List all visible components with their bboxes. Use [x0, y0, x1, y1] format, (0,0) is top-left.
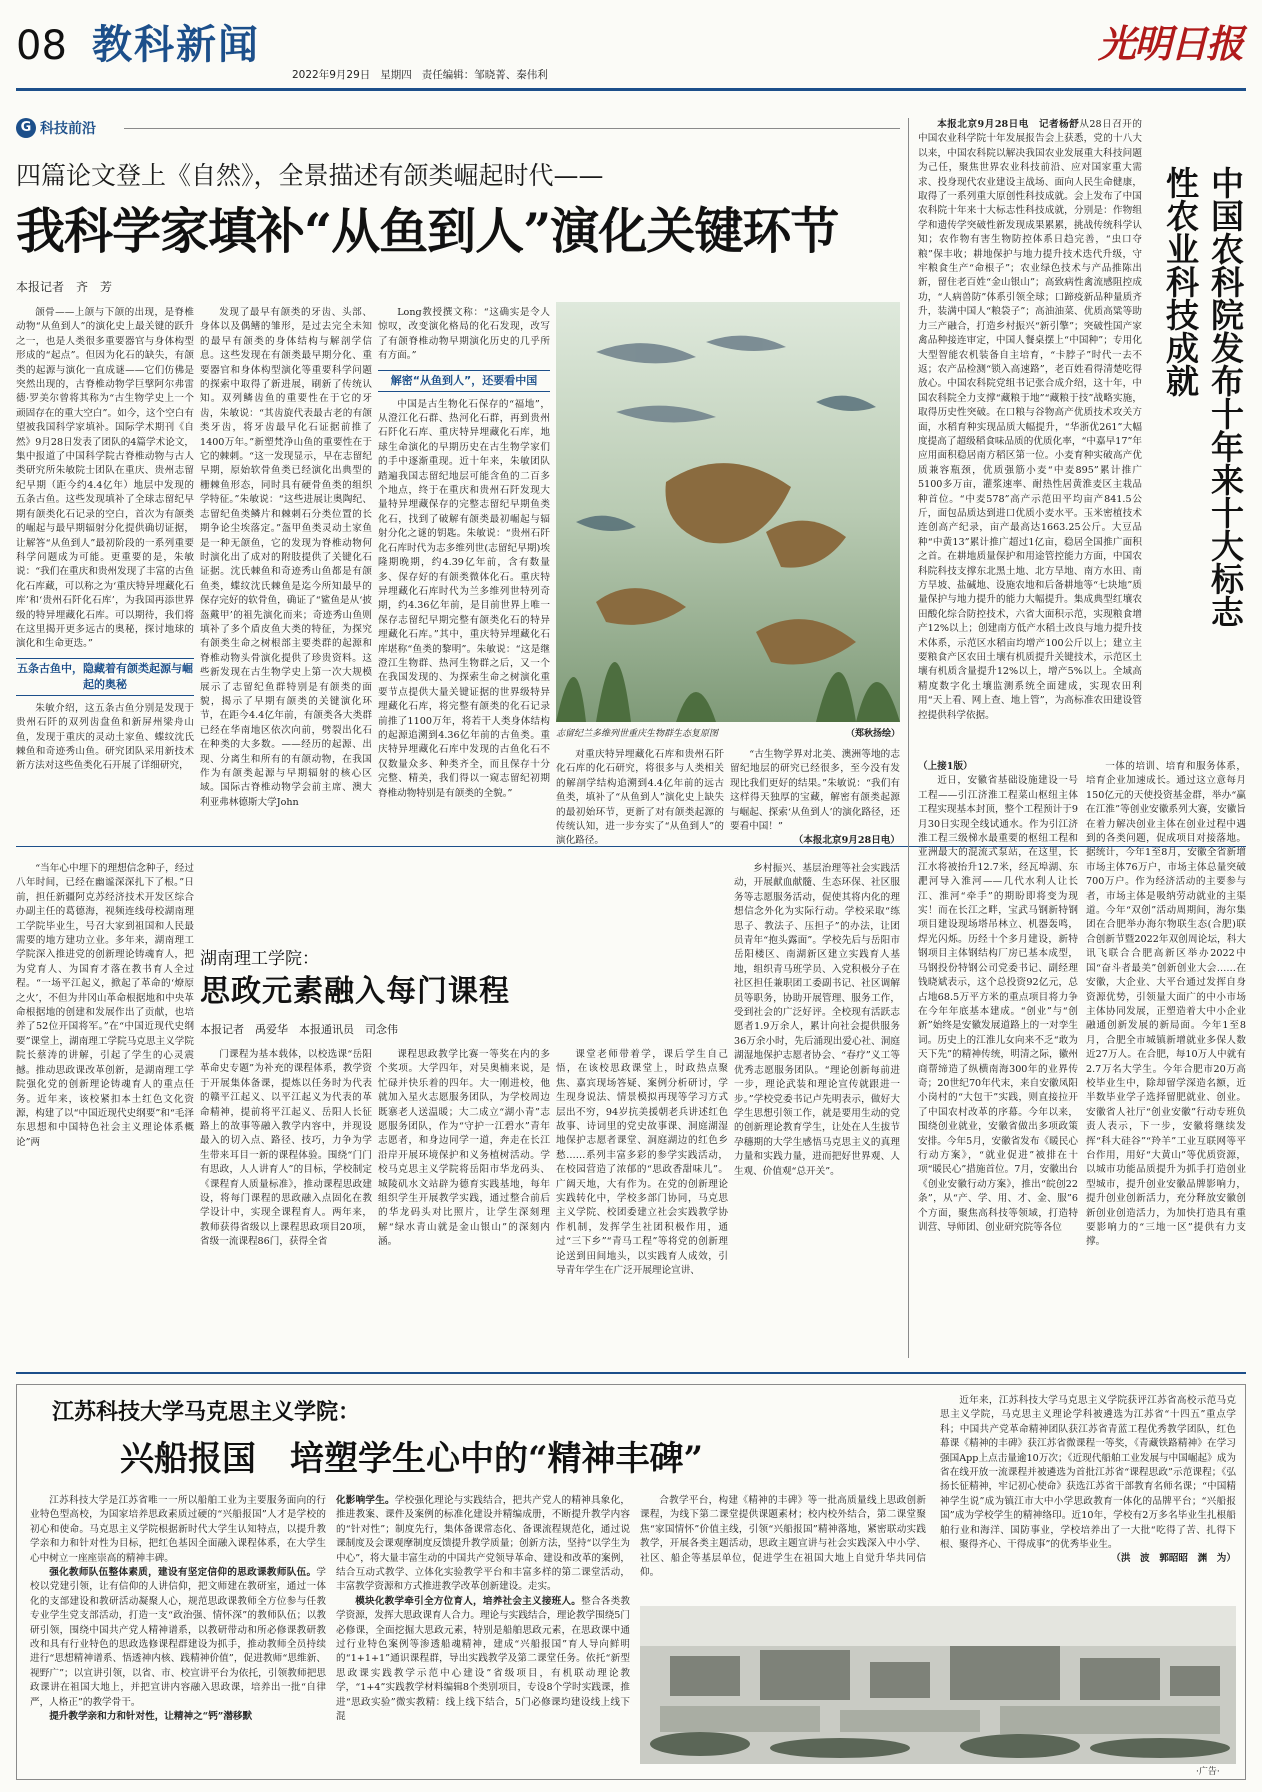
article1-col5: “古生物学界对北美、澳洲等地的志留纪地层的研究已经很多，至今没有发现比我们更好的结果。”朱敏说：“我们有这样得天独厚的宝藏，解密有颌类起源与崛起、探索‘从鱼到人’的演化路径，还要看中国！” （本报北京9月28日电） [730, 748, 900, 840]
g-logo-icon: G [16, 118, 36, 138]
masthead-meta [292, 68, 548, 82]
masthead-rule [16, 88, 1246, 91]
article3-col5: 乡村振兴、基层治理等社会实践活动，开展献血献髓、生态环保、社区服务等志愿服务活动，促使其将内化的理想信念外化为实际行动。学校采取“练思子、教法子、压担子”的办法，让团员青年“抱头露面”。学校先后与岳阳市岳阳楼区、南湖新区建立实践育人基地，组织青马班学员、入党积极分子在社区担任兼职团工委副书记、社区调解员等职务，协助开展管理、服务工作，受到社会的广泛好评。全校现有活跃志愿者1.9万余人，累计向社会提供服务36万余小时，先后涌现出爱心社、洞庭湖湿地保护志愿者协会、“春疗”义工等优秀志愿服务团队。“理论创新每前进一步，理论武装和理论宣传就跟进一步。”学校党委书记卢先明表示，做好大学生思想引领工作，就是要用生动的党的创新理论教育学生，让处在人生拔节孕穗期的大学生感悟马克思主义的真理力量和实践力量，进而把好世界观、人生观、价值观“总开关”。 [734, 863, 900, 1177]
column-label-rule [124, 128, 900, 129]
article1-headline: 我科学家填补“从鱼到人”演化关键环节 [16, 202, 839, 260]
article1-col4: 对重庆特异埋藏化石库和贵州石阡化石库的化石研究，将很多与人类相关的解剖学结构追溯到4.4亿年前的远古鱼类，填补了“从鱼到人”演化史上缺失的最初始环节，更新了对有颌类起源的传统认知，进一步夯实了“从鱼到人”的演化路径。 [556, 749, 724, 847]
paper-logo: 光明日报 [1098, 21, 1243, 66]
continuation-label: （上接1版） [918, 761, 973, 772]
article1-col3: Long教授撰文称：“这确实是令人惊叹，改变演化格局的化石发现，改写了有颌脊椎动物早期演化历史的几乎所有方面。” 解密“从鱼到人”，还要看中国 中国是古生物化石保存的“福地”，从澄江化石群、热河化石群，再到贵州石阡化石库、重庆特异埋藏化石库，地球生命演化的早期历史在古生物学家们的手中逐渐重现。近十年来，朱敏团队踏遍我国志留纪地层可能含鱼的二百多个地点，终于在重庆和贵州石阡发现大量特异埋藏保存的完整志留纪早期鱼类化石，找到了破解有颌类最初崛起与辐射分化之谜的钥匙。朱敏说：“贵州石阡化石库时代为志多维列世(志留纪早期)埃隆期晚期，约4.39亿年前，含有数量多、保存好的有颌类微体化石。重庆特异埋藏化石库时代为兰多维列世特列奇期，约4.36亿年前，是目前世界上唯一保存志留纪早期完整有颌类化石的特异埋藏化石库。”其中，重庆特异埋藏化石库堪称“鱼类的黎明”。朱敏说：“这是继澄江生物群、热河生物群之后，又一个在我国发现的、为探索生命之树演化重要节点提供大量关键证据的世界级特异埋藏化石库，将完整有颌类的化石记录前推了1100万年，将若干人类身体结构的起源追溯到4.36亿年前的古鱼类。重庆特异埋藏化石库中发现的古鱼化石不仅数量众多、种类齐全，而且保存十分完整、精美，我们得以一窥志留纪初期脊椎动物特别是有颌类的全貌。” [378, 307, 550, 799]
continuation-col1: （上接1版） 近日，安徽省基础设施建设一号工程——引江济淮工程菜山枢纽主体工程实现基本封顶，整个工程预计于9月30日实现全线试通水。作为引江济淮工程三级梯水最重要的枢纽工程和亚洲最大的混流式泵站，在这里，长江水将被抬升12.7米，经瓦埠湖、东淝河导入淮河——几代水利人让长江、淮河“牵手”的期盼即将变为现实！而在长江之畔，宝武马钢新特钢项目建设现场塔吊林立、机器轰鸣，焊光闪烁。历经十个多月建设，新特钢项目主体钢结构厂房已基本成型，马钢投份特钢公司党委书记、副经理钱晓斌表示，这个总投资92亿元，总占地68.5万平方米的重点项目将力争在今年年底基本建成。“创业”与“创新”始终是安徽发展道路上的一对孪生词。历史上的江淮儿女向来不乏“敢为天下先”的精神传统，明清之际，徽州商帮缔造了纵横南海300年的业界传奇；20世纪70年代末，来自安徽凤阳小岗村的“大包干”实践，则直接拉开了中国农村改革的序幕。今年以来，围绕创业就业，安徽省做出多项政策安排。今年5月，安徽省发布《暖民心行动方案》，“就业促进”被排在十项“暖民心”措施首位。7月，安徽出台《创业安徽行动方案》，推出“皖创22条”，从“产、学、用、才、金、服”6个方面，聚焦高科技等领域，打造特训营、导师团、创业研究院等各位 [918, 761, 1078, 1233]
reconstruction-image [556, 302, 900, 722]
article2-lead: 本报北京9月28日电 记者杨舒 [937, 119, 1080, 130]
issue-date: 2022年9月29日 [292, 69, 371, 81]
article4-headline: 兴船报国 培塑学生心中的“精神丰碑” [120, 1439, 704, 1479]
article4-col3: 合教学平台，构建《精神的丰碑》等一批高质量线上思政创新课程，为线下第二课堂提供课题素材；校内校外结合，第二课堂聚焦“家国情怀”价值主线，引领“兴船报国”精神落地，紧密联动实践教学，开展各类主题活动，思政主题宣讲与社会实践深入中小学、社区、船企等基层单位，促进学生在祖国大地上自觉升华共同信仰。 [640, 1495, 926, 1579]
article3-byline: 本报记者 禹爱华 本报通讯员 司念伟 [200, 1023, 398, 1036]
article4-col1: 江苏科技大学是江苏省唯一一所以船舶工业为主要服务面向的行业特色型高校，为国家培养思政素质过硬的“兴船报国”人才是学校的初心和使命。马克思主义学院根据新时代大学生认知特点，以提升教学亲和力和针对性为目标，把红色基因全面融入课程体系，在大学生心中树立一座座崇高的精神丰碑。 强化教师队伍整体素质，建设有坚定信仰的思政课教师队伍。学校以党建引领，让有信仰的人讲信仰，把文师建在教研室，通过一体化的支部建设和教研活动凝聚人心，规范思政课教师全方位参与任教专业学生党支部活动，打造一支“政治强、情怀深”的教师队伍；以教研引领，围绕中国共产党人精神谱系，以教研带动和所必修课教研教改和具有行业特色的思政选修课程群建设为抓手，推动教师全员持续进行“思想精神谱系、悟透神内核、践精神价值”，促进教师“思维新、视野广”；以宣讲引领，以省、市、校宣讲平台为依托，引领教师把思政课讲在祖国大地上，并把宣讲内容融入思政课，培养出一批“自律严，人格正”的教学骨干。 提升教学亲和力和针对性，让精神之“钙”潜移默 [30, 1495, 326, 1723]
column-label: G 科技前沿 [16, 118, 96, 138]
article3-col4: 课堂老师带着学，课后学生自己悟，在该校思政课堂上，时政热点聚焦、嘉宾现场答疑、案例分析研讨，学生现身说法、情景模拟再现等学习方式层出不穷，94岁抗美援朝老兵讲述红色故事、诗词里的党史故事课、洞庭湖湿地保护志愿者课堂、洞庭湖边的红色乡愁……系列丰富多彩的参学实践活动，在校园营造了浓郁的“思政香甜味儿”。广阔天地，大有作为。在党的创新理论实践转化中，学校多部门协同，马克思主义学院、校团委建立社会实践教学协作机制，发挥学生社团积极作用，通过“三下乡”“青马工程”等将党的创新理论送到田间地头，以实践育人成效，引导青年学生在广泛开展理论宣讲、 [556, 1049, 728, 1277]
article4-org: 江苏科技大学马克思主义学院： [52, 1400, 361, 1425]
article4-col4: 近年来，江苏科技大学马克思主义学院获评江苏省高校示范马克思主义学院，马克思主义理论学科被遴选为江苏省“十四五”重点学科；中国共产党革命精神团队获江苏省青蓝工程优秀教学团队，红色幕课《精神的丰碑》获江苏省微课程一等奖，《青藏铁路精神》在学习强国App上点击量逾10万次；《近现代船舶工业发展与中国崛起》成为省在线开放一流课程并被遴选为首批江苏省“课程思政”示范课程；《弘扬长征精神，牢记初心使命》获选江苏省干部教育名师名课；“中国精神学生说”成为镇江市大中小学思政教育一体化的品牌平台；“兴船报国”成为学校学生的精神络印。近10年，学校有2万多名毕业生扎根船舶行业和海洋、国防事业，学校培养出了一大批“吃得了苦、扎得下根、聚得齐心、干得成事”的优秀毕业生。 （洪 波 郭昭昭 渊 为） [940, 1394, 1236, 1604]
section-divider-2 [16, 1372, 1246, 1374]
article3-col1: “当年心中埋下的理想信念种子，经过八年时间，已经在幽谧深深扎下了根。”日前，担任新疆阿克苏经济技术开发区综合办副主任的葛德海，视频连线母校湖南理工学院毕业生，号召大家到祖国和人民最需要的地方建功立业。多年来，湖南理工学院深入推进党的创新理论铸魂育人，把为党育人、为国育才落在教书育人全过程。“一场平江起义，掀起了革命的‘燎原之火’，不但为井冈山革命根据地和中央革命根据地的创建和发展作出了贡献，也培养了52位开国将军。”在“中国近现代史纲要”课堂上，湖南理工学院马克思主义学院院长蔡涛的讲解，引起了学生的心灵震撼。推动思政课改革创新，是湖南理工学院强化党的创新理论铸魂育人的重点任务。近年来，该校紧扣本土红色文化资源，构建了以“中国近现代史纲要”和“毛泽东思想和中国特色社会主义理论体系概论”两 [16, 863, 194, 1148]
ad-label: ·广告· [1196, 1767, 1220, 1777]
article3-col3: 课程思政教学比赛一等奖在内的多个奖项。大学四年，对吴奥楠来说，是忙碌并快乐着的四年。大一刚进校，他就加入星火志愿服务团队，为学校周边既寨老人送温暖；大二成立“湖小青”志愿服务团队，作为“守护一江碧水”青年志愿者，和身边同学一道，奔走在长江沿岸开展环境保护和义务植树活动。学校马克思主义学院将岳阳市华龙码头、城陵矶水文站辟为德育实践基地，每年组织学生开展教学实践，通过整合前后的华龙码头对比照片，让学生深刻理解“绿水青山就是金山银山”的深刻内涵。 [378, 1049, 550, 1248]
article3-headline: 思政元素融入每门课程 [200, 974, 510, 1009]
article4-authors: （洪 波 郭昭昭 渊 为） [1111, 1553, 1236, 1565]
campus-aerial-image [640, 1606, 1236, 1764]
issue-weekday: 星期四 [380, 69, 412, 81]
article1-col1: 颌骨——上颌与下颌的出现，是脊椎动物“从鱼到人”的演化史上最关键的跃升之一，也是人类很多重要器官与身体构型形成的“起点”。但因为化石的缺失，有颌类的起源与演化一直成谜——它们仿佛是突然出现的，古脊椎动物学巨擘阿尔弗雷德·罗美尔曾将其称为“古生物学史上一个顽固存在的重大空白”。如今，这个空白有望被我国科学家填补。国际学术期刊《自然》9月28日发表了团队的4篇学术论文，集中报道了中国科学院古脊椎动物与古人类研究所朱敏院士团队在重庆、贵州志留纪早期（距今约4.4亿年）地层中发现的五条古鱼。这些发现填补了全球志留纪早期有颌类化石记录的空白，首次为有颌类的崛起与最早期辐射分化提供确切证据，让解答“从鱼到人”最初阶段的一系列重要科学问题成为可能。更重要的是，朱敏说：“我们在重庆和贵州发现了丰富的古鱼化石库藏，可以称之为‘重庆特异埋藏化石库’和‘贵州石阡化石库’，为我国再添世界级的特异埋藏化石库。可以期待，我们将在这里揭开更多远古的奥秘，探讨地球的演化和生命更迭。” 五条古鱼中，隐藏着有颌类起源与崛起的奥秘 朱敏介绍，这五条古鱼分别是发现于贵州石阡的双列齿盘鱼和新屏州梁舟山鱼，发现于重庆的灵动土家鱼、蝶纹沈氏棘鱼和奇迹秀山鱼。研究团队采用新技术新方法对这些鱼类化石开展了详细研究， [16, 307, 194, 772]
fossil-illustration [556, 302, 900, 722]
continuation-col2: 一体的培训、培育和服务体系，培育企业加速成长。通过这立意每月150亿元的天使投资基金群，举办“赢在江淮”等创业安徽系列大赛，安徽旨在着力解决创业主体在创业过程中遇到的各类问题，促成项目对接落地。据统计，今年1至8月，安徽全省新增市场主体76万户，市场主体总量突破700万户。作为经济活动的主要参与者，市场主体是吸纳劳动就业的主渠道。今年“双创”活动周期间，海尔集团在合肥举办海尔物联生态(合肥)联合创新节暨2022年双创周论坛，科大讯飞联合合肥高新区举办2022中国“奋斗者最美”创新创业大会……在安徽，大企业、大平台通过发挥自身资源优势，引领量大面广的中小市场主体协同发展，正塑造着大中小企业融通创新发展的新局面。今年1至8月，合肥全市城镇新增就业多保人数近27万人。在合肥，每10万人中就有2.7万名大学生。今年合肥市20万高校毕业生中，除却留学深造名额，近半数毕业学子选择留肥就业、创业。安徽省人社厅“创业安徽”行动专班负责人表示，下一步，安徽将继续发挥“科大硅谷”“羚羊”工业互联网等平台作用，用好“大黄山”等优质资源，以城市功能品质提升为抓手打造创业型城市，提升创业安徽品牌影响力，提升创业创新活力，充分释放安徽创新创业创造活力，为加快打造具有重要影响力的“三地一区”提供有力支撑。 [1086, 761, 1246, 1248]
article1-subhead2: 解密“从鱼到人”，还要看中国 [378, 370, 550, 392]
campus-photo [640, 1606, 1236, 1764]
page-number: 08 [16, 23, 67, 69]
article3-org: 湖南理工学院： [200, 949, 319, 969]
section-title: 教科新闻 [92, 22, 260, 68]
article2-body-top: 本报北京9月28日电 记者杨舒从28日召开的中国农业科学院十年发展报告会上获悉，党的十八大以来，中国农科院以解决我国农业发展重大科技问题为己任，聚焦世界农业科技前沿、应对国家重大需求、投身现代农业建设主战场、面向人民生命健康，取得了一系列重大原创性科技成就。会上发布了中国农科院十年来十大标志性科技成就，分别是：作物组学和遗传学突破性新发现成果累累，挑战传统科学认知；农作物有害生物防控体系日趋完善，“虫口夺粮”保丰收；耕地保护与地力提升技术迭代升级，守牢粮食生产“命根子”；农业绿色技术与产品推陈出新，留住老百姓“金山银山”；高致病性禽流感阻控成功，“人病兽防”体系引领全球；口蹄疫新品种量质齐升，装满中国人“粮袋子”；高油油菜、优质高粱等助力三产融合，打造乡村振兴“新引擎”；突破性国产家禽品种接连审定，中国人餐桌摆上“中国种”；专用化大型智能农机装备自主培育，“卡脖子”时代一去不返；农产品检测“锁入高速路”，老百姓看得清楚吃得放心。中国农科院党组书记张合成介绍，这十年，中国农科院全力支撑“藏粮于地”“藏粮于技”战略实施，取得历史性突破。在口粮与谷物高产优质技术攻关方面，水稻育种实现品质大幅提升，“华浙优261”大幅度提高了超级稻食味品质的优质化率，“中嘉早17”年应用面积稳居南方稻区第一位。小麦育种实破高产优质兼容瓶颈，优质强筋小麦“中麦895”累计推广5100多万亩，灌浆速率、耐热性居黄淮麦区主栽品种首位。“中麦578”高产示范田平均亩产841.5公斤，面包品质达到进口优质小麦水平。玉米密植技术连创高产纪录，亩产最高达1663.25公斤。大豆品种“中黄13”累计推广超过1亿亩，稳居全国推广面积之首。在耕地质量保护和用途管控能力方面，中国农科院科技支撑东北黑土地、北方旱地、南方水田、南方旱坡、盐碱地、设施农地和后备耕地等“七块地”质量保护与地力提升的能力大幅提升。集成典型红壤农田酸化综合防控技术，六省大面积示范，实现粮食增产12%以上；创建南方低产水稻土改良与地力提升技术体系，示范区水稻亩均增产100公斤以上；建立主要粮食产区农田土壤有机质提升关键技术，示范区土壤有机质含量提升12%以上，增产5%以上。全域高精度数字化土壤监测系统全面建成，实现农田利用“天上看、网上查、地上管”，为高标准农田建设管控提供科学依据。 [918, 119, 1142, 721]
article1-divider [908, 118, 909, 778]
article1-byline: 本报记者 齐 芳 [16, 280, 113, 294]
article3-col2: 门课程为基本载体，以校选课“岳阳革命史专题”为补充的课程体系，教学资于开展集体备课，提炼以任务时为代表的赣平江起义、以平江起义为代表的革命精神，提前将平江起义、岳阳人长征路上的故事等融入教学内容中，并现设最入的切入点、路径、技巧，力争为学生带来耳目一新的课程体验。围绕“门门有思政，人人讲育人”的目标，学校制定《课程育人质量标准》，推动课程思政建设，将每门课程的思政融入点固化在教学设计中，实现全课程育人。两年来，教师获得省级以上课程思政项目20项，省级一流课程86门，获得全省 [200, 1049, 372, 1248]
article1-kicker: 四篇论文登上《自然》，全景描述有颌类崛起时代—— [16, 161, 604, 190]
article1-dateline: （本报北京9月28日电） [793, 835, 900, 847]
article4-col2: 化影响学生。学校强化理论与实践结合，把共产党人的精神具象化，推进教案、课件及案例的标准化建设并精编成册，不断提升教学内容的“针对性”；制度先行，集体备课常态化、备课流程规范化，通过说课制度及会课观摩制度反馈提升教学质量；创新方法，坚持“以学生为中心”，将大量丰富生动的中国共产党领导革命、建设和改革的案例，结合互动式教学、立体化实验教学平台和丰富多样的第二课堂活动，丰富教学资源和方式推进教学改革创新建设。走实。 模块化教学牵引全方位育人，培养社会主义接班人。整合各类教学资源，发挥大思政课育人合力。理论与实践结合，理论教学围绕5门必修课，全面挖掘大思政元素，特别是船舶思政元素，在思政课中通过行业特色案例等渗透船魂精神，建成“兴船报国”育人导向鲜明的“1+1+1”通识课程群，导出实践教学及第二课堂任务。依托“新型思政课实践教学示范中心建设”省级项目，有机联动理论教学，“1+4”实践教学材料编辑8个类别项目，专设8个学时实践课，推进“思政实验”微实教精：线上线下结合，5门必修课均建设线上线下混 [336, 1495, 631, 1723]
article2-headline: 中国农科院发布十年来十大标志性农业科技成就 [1161, 166, 1245, 628]
article1-col2: 发现了最早有颌类的牙齿、头部、身体以及偶鳍的雏形，是过去完全未知的最早有颌类的身体结构与解剖学信息。这些发现在有颌类最早期分化、重要器官和身体构型演化等重要科学问题的探索中取得了新进展，刷新了传统认知。双列鳞齿鱼的重要性在于它的牙齿，朱敏说：“其齿旋代表最古老的有颌类牙齿，将牙齿最早化石证据前推了1400万年。”新塑梵净山鱼的重要性在于它的棘刺。“这一发现显示，早在志留纪早期，原始软骨鱼类已经演化出典型的栅棘鱼形态，同时具有硬骨鱼类的组织学特征。”朱敏说：“这些进展让奥陶纪、志留纪鱼类鳞片和棘刺石分类位置的长期争论尘埃落定。”盔甲鱼类灵动土家鱼是一种无颌鱼，它的发现为脊椎动物何时演化出了成对的附肢提供了关键化石证据。沈氏棘鱼和奇迹秀山鱼都是有颌鱼类，蝶纹沈氏棘鱼是迄今所知最早的保存完好的软骨鱼，确证了“鲨鱼是从‘披盔戴甲’的祖先演化而来；奇迹秀山鱼则填补了多个盾皮鱼大类的特征，为探究有颌类生命之树根部主要类群的起源和脊椎动物头骨演化提供了珍贵资料。这些新发现在古生物学史上第一次大规模展示了志留纪鱼群特别是有颌类的面貌，揭示了早期有颌类的关键演化环节，在距今4.4亿年前，有颌类各大类群已经在华南地区依次向前，劈裂出化石在种类的大多数。——经历的起源、出现、分离生和所有的有颌动物，在我国作为有颌类起源与早期辐射的核心区域。国际古脊椎动物学会前主席、澳大利亚弗林德斯大学John [200, 307, 372, 808]
article3-divider [908, 778, 909, 1358]
issue-editors: 责任编辑：邹晓菁、秦伟利 [421, 69, 548, 81]
illustration-caption: 志留纪兰多维列世重庆生物群生态复原图 （郑秋扬绘） [556, 729, 900, 739]
article1-subhead1: 五条古鱼中，隐藏着有颌类起源与崛起的奥秘 [16, 658, 194, 696]
